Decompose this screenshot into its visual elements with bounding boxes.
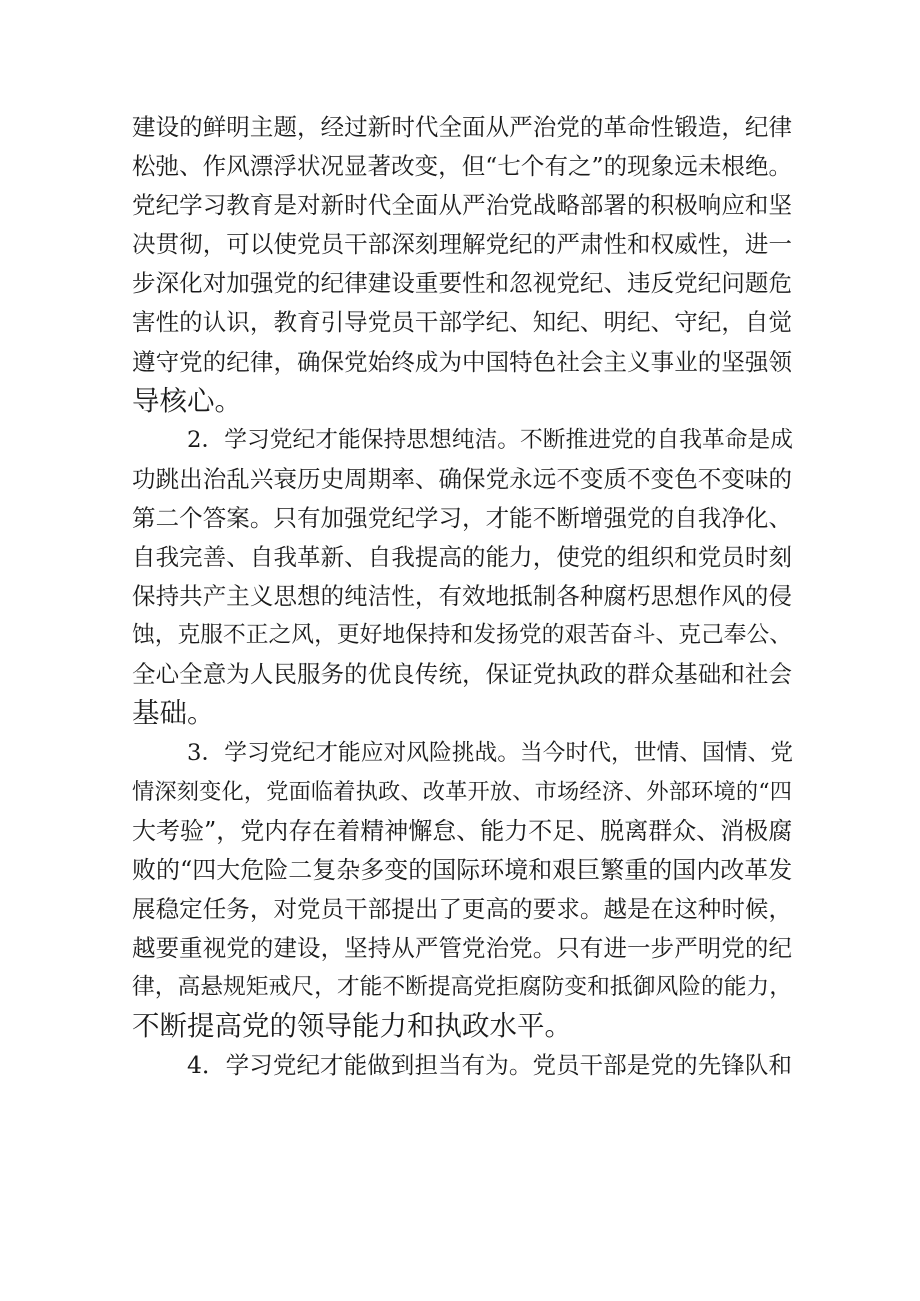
paragraph-3: [132, 734, 792, 1047]
text-line: 第二个答案。只有加强党纪学习，才能不断增强党的自我净化、: [132, 503, 792, 532]
text-line: 不断提高党的领导能力和执政水平。: [132, 1010, 572, 1043]
text-line: 情深刻变化，党面临着执政、改革开放、市场经济、外部环境的“四: [132, 778, 792, 805]
text-line: 党纪学习教育是对新时代全面从严治党战略部署的积极响应和坚: [132, 191, 792, 220]
text-line: 建设的鲜明主题，经过新时代全面从严治党的革命性锻造，纪律: [132, 113, 792, 141]
text-line: 全心全意为人民服务的优良传统，保证党执政的群众基础和社会: [132, 660, 792, 689]
text-line: 导核心。: [132, 384, 242, 417]
text-line: 4．学习党纪才能做到担当有为。党员干部是党的先锋队和: [187, 1051, 792, 1080]
text-line: 步深化对加强党的纪律建设重要性和忽视党纪、违反党纪问题危: [132, 269, 792, 298]
text-line: 大考验”，党内存在着精神懈怠、能力不足、脱离群众、消极腐: [132, 816, 793, 845]
text-line: 功跳出治乱兴衰历史周期率、确保党永远不变质不变色不变味的: [132, 464, 792, 493]
text-line: 律，高悬规矩戒尺，才能不断提高党拒腐防变和抵御风险的能力，: [132, 974, 792, 1001]
document-body: [132, 108, 792, 1085]
text-line: 败的“四大危险二复杂多变的国际环境和艰巨繁重的国内改革发: [132, 855, 793, 884]
text-line: 展稳定任务，对党员干部提出了更高的要求。越是在这种时候，: [132, 894, 792, 923]
text-line: 3．学习党纪才能应对风险挑战。当今时代，世情、国情、党: [187, 739, 793, 766]
text-line: 2．学习党纪才能保持思想纯洁。不断推进党的自我革命是成: [187, 426, 793, 453]
text-line: 基础。: [132, 697, 215, 730]
paragraph-2: [132, 421, 792, 734]
paragraph-4: [132, 1046, 792, 1085]
text-line: 越要重视党的建设，坚持从严管党治党。只有进一步严明党的纪: [132, 933, 792, 962]
text-line: 自我完善、自我革新、自我提高的能力，使党的组织和党员时刻: [132, 543, 792, 572]
text-line: 遵守党的纪律，确保党始终成为中国特色社会主义事业的坚强领: [132, 347, 792, 376]
text-line: 害性的认识，教育引导党员干部学纪、知纪、明纪、守纪，自觉: [132, 308, 792, 337]
text-line: 松弛、作风漂浮状况显著改变，但“七个有之”的现象远未根绝。: [132, 152, 792, 181]
text-line: 蚀，克服不正之风，更好地保持和发扬党的艰苦奋斗、克己奉公、: [132, 622, 792, 649]
text-line: 决贯彻，可以使党员干部深刻理解党纪的严肃性和权威性，进一: [132, 230, 792, 259]
paragraph-1: [132, 108, 792, 421]
text-line: 保持共产主义思想的纯洁性，有效地抵制各种腐朽思想作风的侵: [132, 582, 792, 611]
